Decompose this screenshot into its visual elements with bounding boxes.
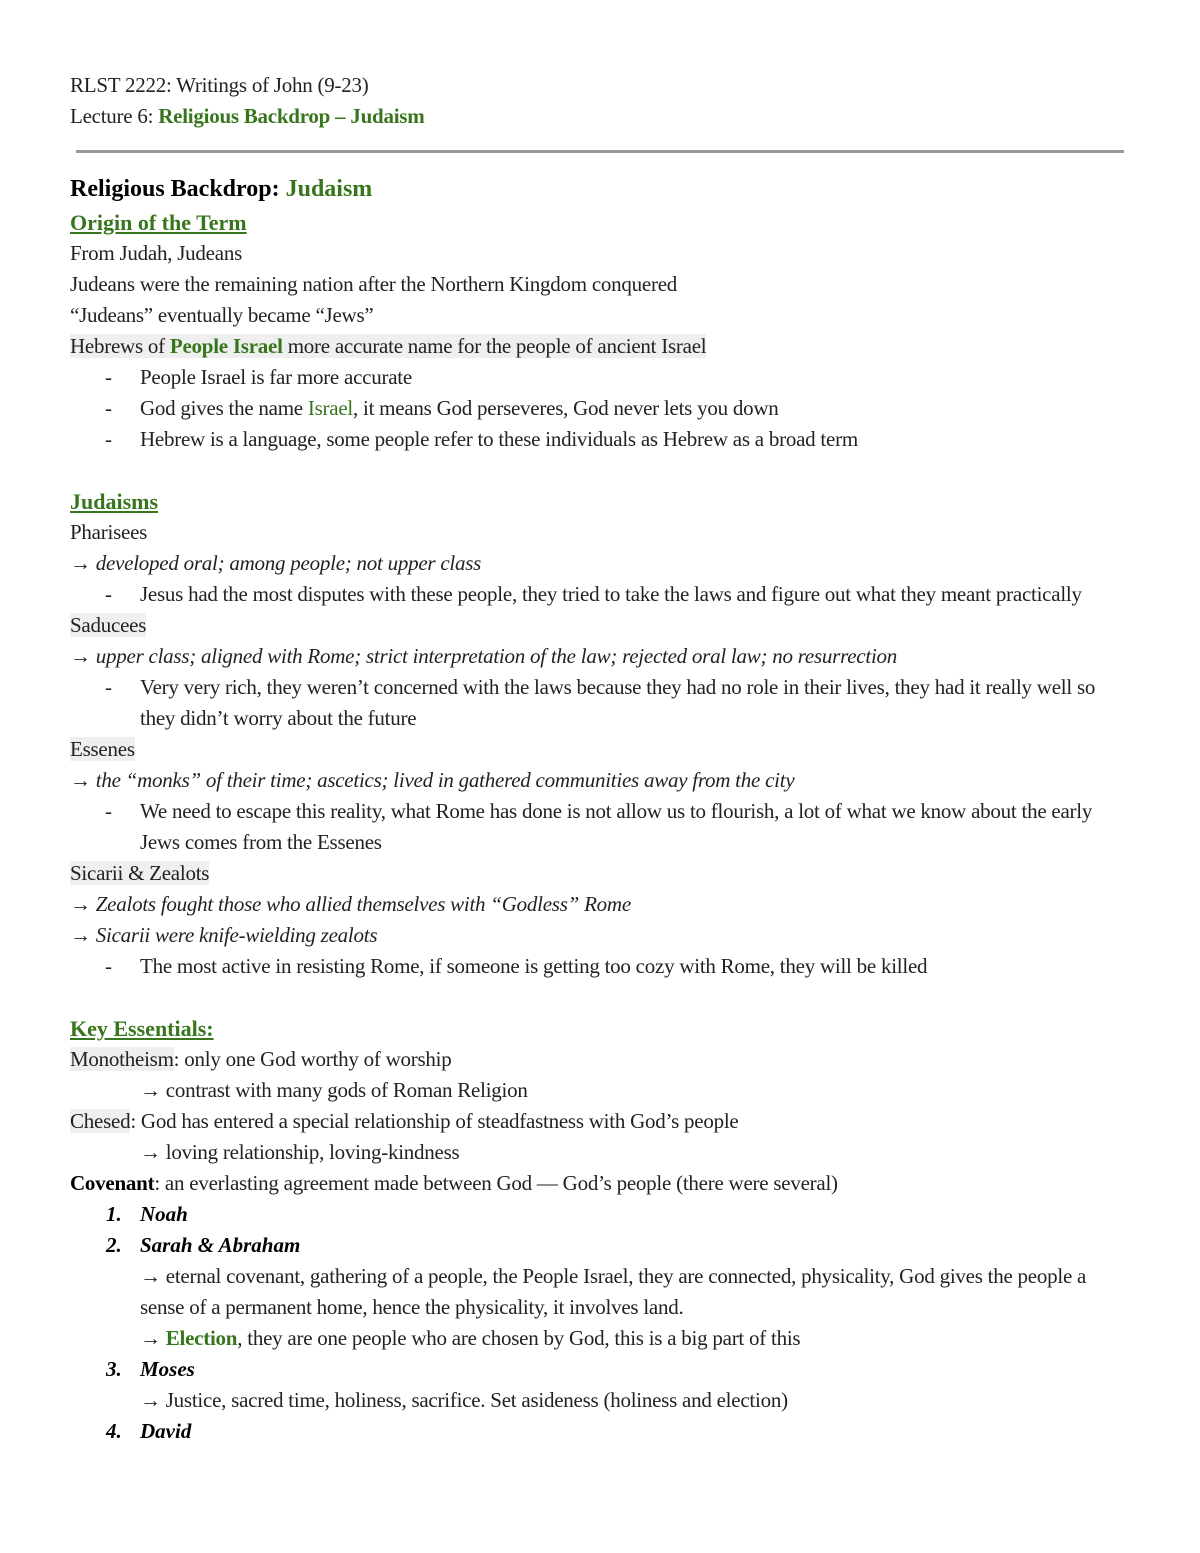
group-note: → Zealots fought those who allied themselves with “Godless” Rome <box>70 892 631 916</box>
lecture-title: Religious Backdrop – Judaism <box>158 104 425 128</box>
covenant-note: → Justice, sacred time, holiness, sacrifice. Set asideness (holiness and election) <box>140 1388 788 1412</box>
monotheism-note: → contrast with many gods of Roman Religion <box>140 1078 528 1102</box>
covenant-item: 1. Noah <box>106 1202 188 1226</box>
section-heading-essentials: Key Essentials: <box>70 1016 214 1041</box>
group-name: Sicarii & Zealots <box>70 861 210 885</box>
list-item: - People Israel is far more accurate <box>105 365 412 389</box>
list-item: - The most active in resisting Rome, if someone is getting too cozy with Rome, they will be killed <box>105 954 928 978</box>
group-name: Essenes <box>70 737 135 761</box>
document-title: Religious Backdrop: Judaism <box>70 176 373 202</box>
section-heading-origin: Origin of the Term <box>70 210 247 235</box>
text-line: From Judah, Judeans <box>70 241 242 265</box>
covenant-line: Covenant: an everlasting agreement made between God — God’s people (there were several) <box>70 1171 838 1195</box>
monotheism-line: Monotheism: only one God worthy of worship <box>70 1047 452 1071</box>
group-name: Saducees <box>70 613 147 637</box>
list-item: - We need to escape this reality, what Rome has done is not allow us to flourish, a lot of what we know about the early Jews comes from the Essenes <box>105 799 1093 854</box>
lecture-header: Lecture 6: Religious Backdrop – Judaism <box>70 104 425 128</box>
list-item: - God gives the name Israel, it means God perseveres, God never lets you down <box>105 396 779 420</box>
chesed-line: Chesed: God has entered a special relationship of steadfastness with God’s people <box>70 1109 739 1133</box>
covenant-note: → Election, they are one people who are chosen by God, this is a big part of this <box>140 1326 801 1350</box>
horizontal-rule <box>76 150 1124 153</box>
covenant-item: 4. David <box>106 1419 192 1443</box>
text-line: Judeans were the remaining nation after the Northern Kingdom conquered <box>70 272 678 296</box>
section-heading-judaisms: Judaisms <box>70 489 159 514</box>
group-note: → upper class; aligned with Rome; strict interpretation of the law; rejected oral law; no resurrection <box>70 644 898 668</box>
covenant-item: 3. Moses <box>106 1357 195 1381</box>
hebrews-line: Hebrews of People Israel more accurate name for the people of ancient Israel <box>70 334 707 358</box>
chesed-note: → loving relationship, loving-kindness <box>140 1140 460 1164</box>
group-note: → Sicarii were knife-wielding zealots <box>70 923 378 947</box>
document-page <box>70 70 1130 1447</box>
list-item: - Hebrew is a language, some people refer to these individuals as Hebrew as a broad term <box>105 427 858 451</box>
list-item: - Jesus had the most disputes with these people, they tried to take the laws and figure out what they meant practically <box>105 582 1082 606</box>
group-note: → the “monks” of their time; ascetics; lived in gathered communities away from the city <box>70 768 795 792</box>
list-item: - Very very rich, they weren’t concerned with the laws because they had no role in their lives, they had it really well so they didn’t worry about the future <box>105 675 1096 730</box>
group-note: → developed oral; among people; not upper class <box>70 551 482 575</box>
text-line: “Judeans” eventually became “Jews” <box>70 303 374 327</box>
course-header: RLST 2222: Writings of John (9-23) <box>70 73 369 97</box>
covenant-note: → eternal covenant, gathering of a people, the People Israel, they are connected, physicality, God gives the people a sense of a permanent home, hence the physicality, it involves land. <box>140 1264 1087 1319</box>
group-name: Pharisees <box>70 520 148 544</box>
covenant-item: 2. Sarah & Abraham <box>106 1233 301 1257</box>
